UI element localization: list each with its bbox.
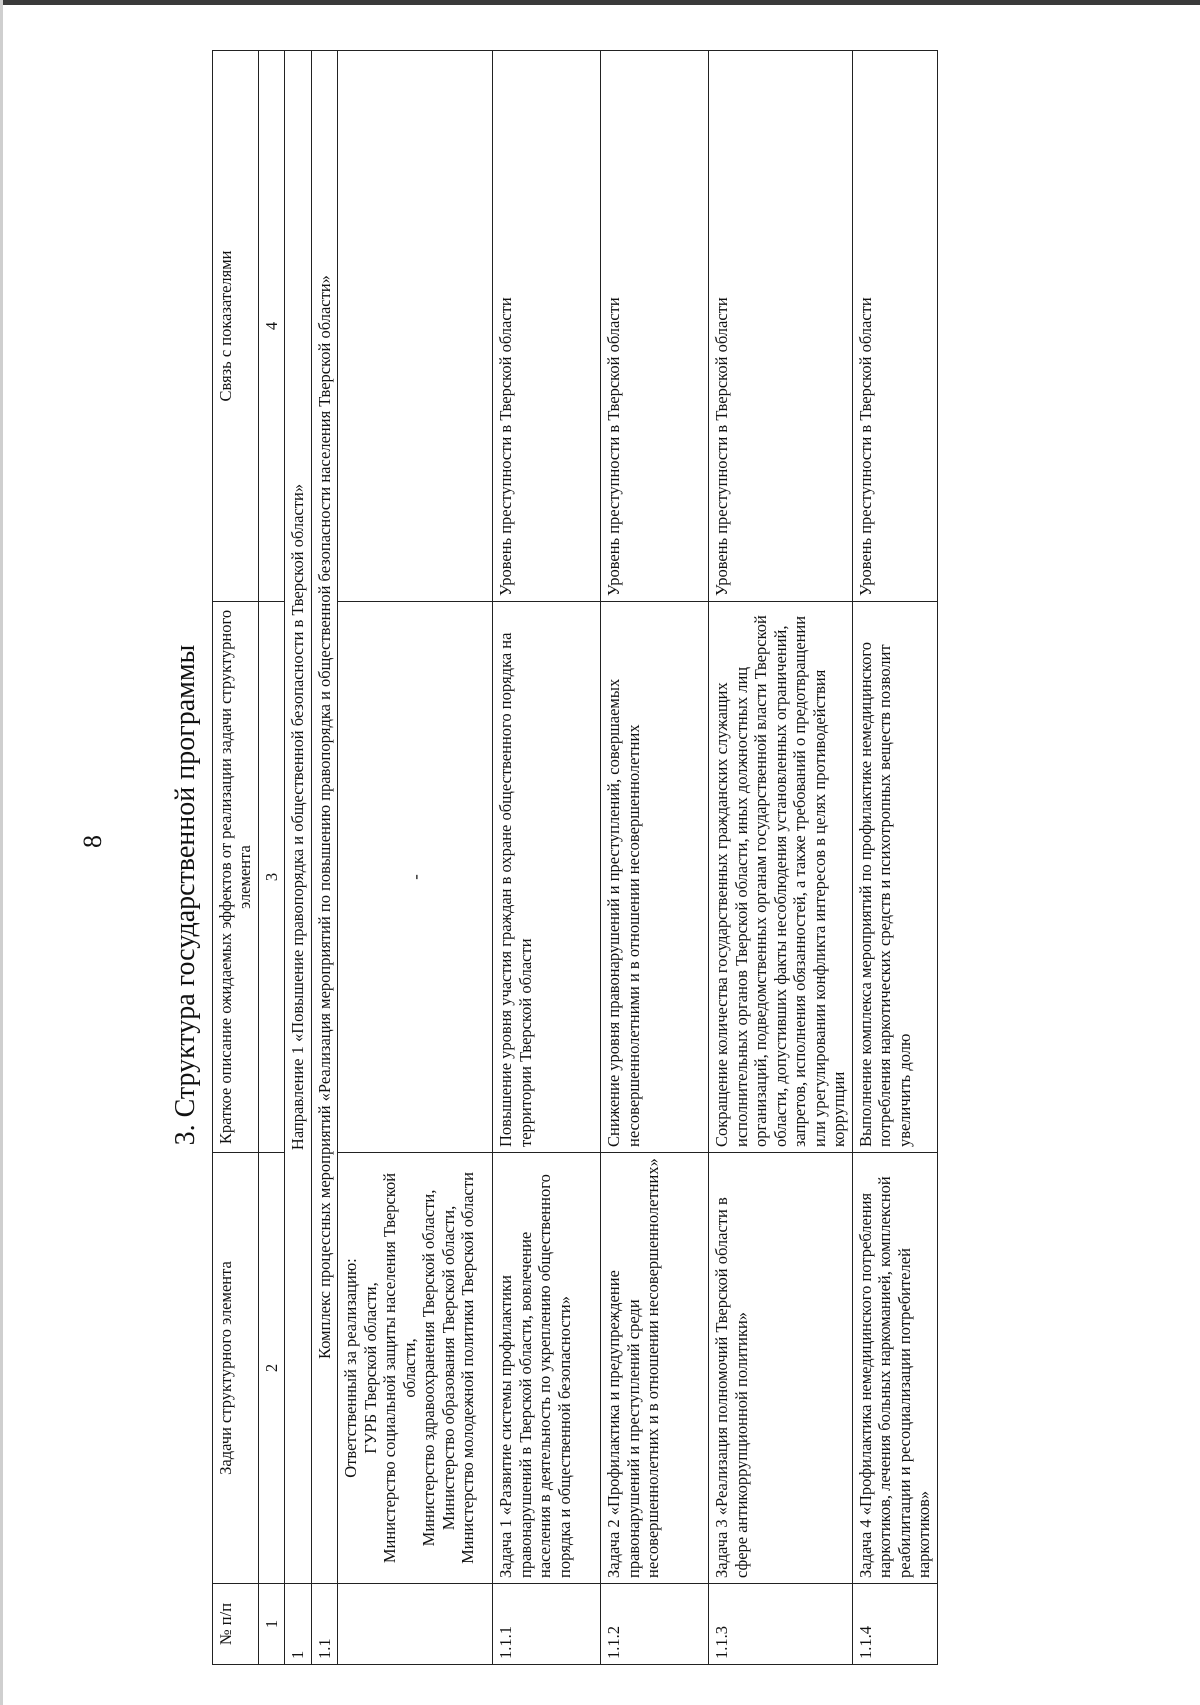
direction-row bbox=[285, 51, 311, 1665]
column-number-2: 2 bbox=[258, 1153, 284, 1584]
scan-edge-top bbox=[0, 0, 1200, 5]
task-number: 1.1.4 bbox=[852, 1584, 937, 1665]
complex-number: 1.1 bbox=[311, 1584, 337, 1665]
direction-text: Направление 1 «Повышение правопорядка и общественной безопасности в Тверской области» bbox=[285, 51, 311, 1584]
task-indicator: Уровень преступности в Тверской области bbox=[709, 51, 852, 602]
task-text: Задача 1 «Развитие системы профилактики правонарушений в Тверской области, вовлечение населения в деятельность по укреплению общественного порядка и общественной безопасности» bbox=[493, 1153, 601, 1584]
header-indicators: Связь с показателями bbox=[213, 51, 259, 602]
responsible-line: Министерство социальной защиты населения Тверской области, bbox=[380, 1172, 419, 1564]
task-number: 1.1.2 bbox=[601, 1584, 709, 1665]
complex-text: Комплекс процессных мероприятий «Реализация мероприятий по повышению правопорядка и общественной безопасности населения Тверской области» bbox=[311, 51, 337, 1584]
responsible-row bbox=[338, 51, 493, 1665]
responsible-indicator bbox=[338, 51, 493, 602]
task-number: 1.1.1 bbox=[493, 1584, 601, 1665]
task-text: Задача 3 «Реализация полномочий Тверской области в сфере антикоррупционной политики» bbox=[709, 1153, 852, 1584]
task-effect: Сокращение количества государственных гражданских служащих исполнительных органов Тверской области, иных должностных лиц организаций, подведомственных органам государственной власти Тверской области, допустивших факты несоблюдения установленных ограничений, запретов, исполнения обязанностей, а также требований о предотвращении или урегулировании конфликта интересов в целях противодействия коррупции bbox=[709, 602, 852, 1153]
responsible-line: ГУРБ Тверской области, bbox=[360, 1282, 380, 1454]
column-number-4: 4 bbox=[258, 51, 284, 602]
table-row bbox=[852, 51, 937, 1665]
task-effect: Выполнение комплекса мероприятий по профилактике немедицинского потребления наркотических средств и психотропных веществ позволит увеличить долю bbox=[852, 602, 937, 1153]
task-number: 1.1.3 bbox=[709, 1584, 852, 1665]
direction-number: 1 bbox=[285, 1584, 311, 1665]
task-indicator: Уровень преступности в Тверской области bbox=[493, 51, 601, 602]
column-numbering-row bbox=[258, 51, 284, 1665]
responsible-list bbox=[338, 1153, 493, 1584]
header-effects: Краткое описание ожидаемых эффектов от реализации задачи структурного элемента bbox=[213, 602, 259, 1153]
responsible-line: Ответственный за реализацию: bbox=[341, 1258, 361, 1478]
task-indicator: Уровень преступности в Тверской области bbox=[601, 51, 709, 602]
task-indicator: Уровень преступности в Тверской области bbox=[852, 51, 937, 602]
rotated-content bbox=[160, 95, 1080, 1665]
column-number-1: 1 bbox=[258, 1584, 284, 1665]
table-row bbox=[601, 51, 709, 1665]
task-text: Задача 2 «Профилактика и предупреждение правонарушений и преступлений среди несовершеннолетних и в отношении несовершеннолетних» bbox=[601, 1153, 709, 1584]
header-tasks: Задачи структурного элемента bbox=[213, 1153, 259, 1584]
responsible-line: Министерство здравоохранения Тверской области, bbox=[419, 1189, 439, 1547]
table-row bbox=[709, 51, 852, 1665]
responsible-number bbox=[338, 1584, 493, 1665]
complex-row bbox=[311, 51, 337, 1665]
column-number-3: 3 bbox=[258, 602, 284, 1153]
task-text: Задача 4 «Профилактика немедицинского потребления наркотиков, лечения больных наркоманией, комплексной реабилитации и ресоциализации потребителей наркотиков» bbox=[852, 1153, 937, 1584]
header-number: № п/п bbox=[213, 1584, 259, 1665]
page-title: 3. Структура государственной программы bbox=[170, 644, 201, 1146]
table-row bbox=[493, 51, 601, 1665]
scan-edge-left bbox=[0, 0, 3, 1705]
responsible-line: Министерство молодежной политики Тверской области bbox=[458, 1172, 478, 1564]
responsible-line: Министерство образования Тверской области, bbox=[438, 1205, 458, 1531]
table-header-row bbox=[213, 51, 259, 1665]
page-number: 8 bbox=[78, 835, 107, 848]
task-effect: Снижение уровня правонарушений и преступлений, совершаемых несовершеннолетними и в отношении несовершеннолетних bbox=[601, 602, 709, 1153]
responsible-effect: - bbox=[338, 602, 493, 1153]
program-structure-table bbox=[212, 50, 938, 1665]
task-effect: Повышение уровня участия граждан в охране общественного порядка на территории Тверской области bbox=[493, 602, 601, 1153]
